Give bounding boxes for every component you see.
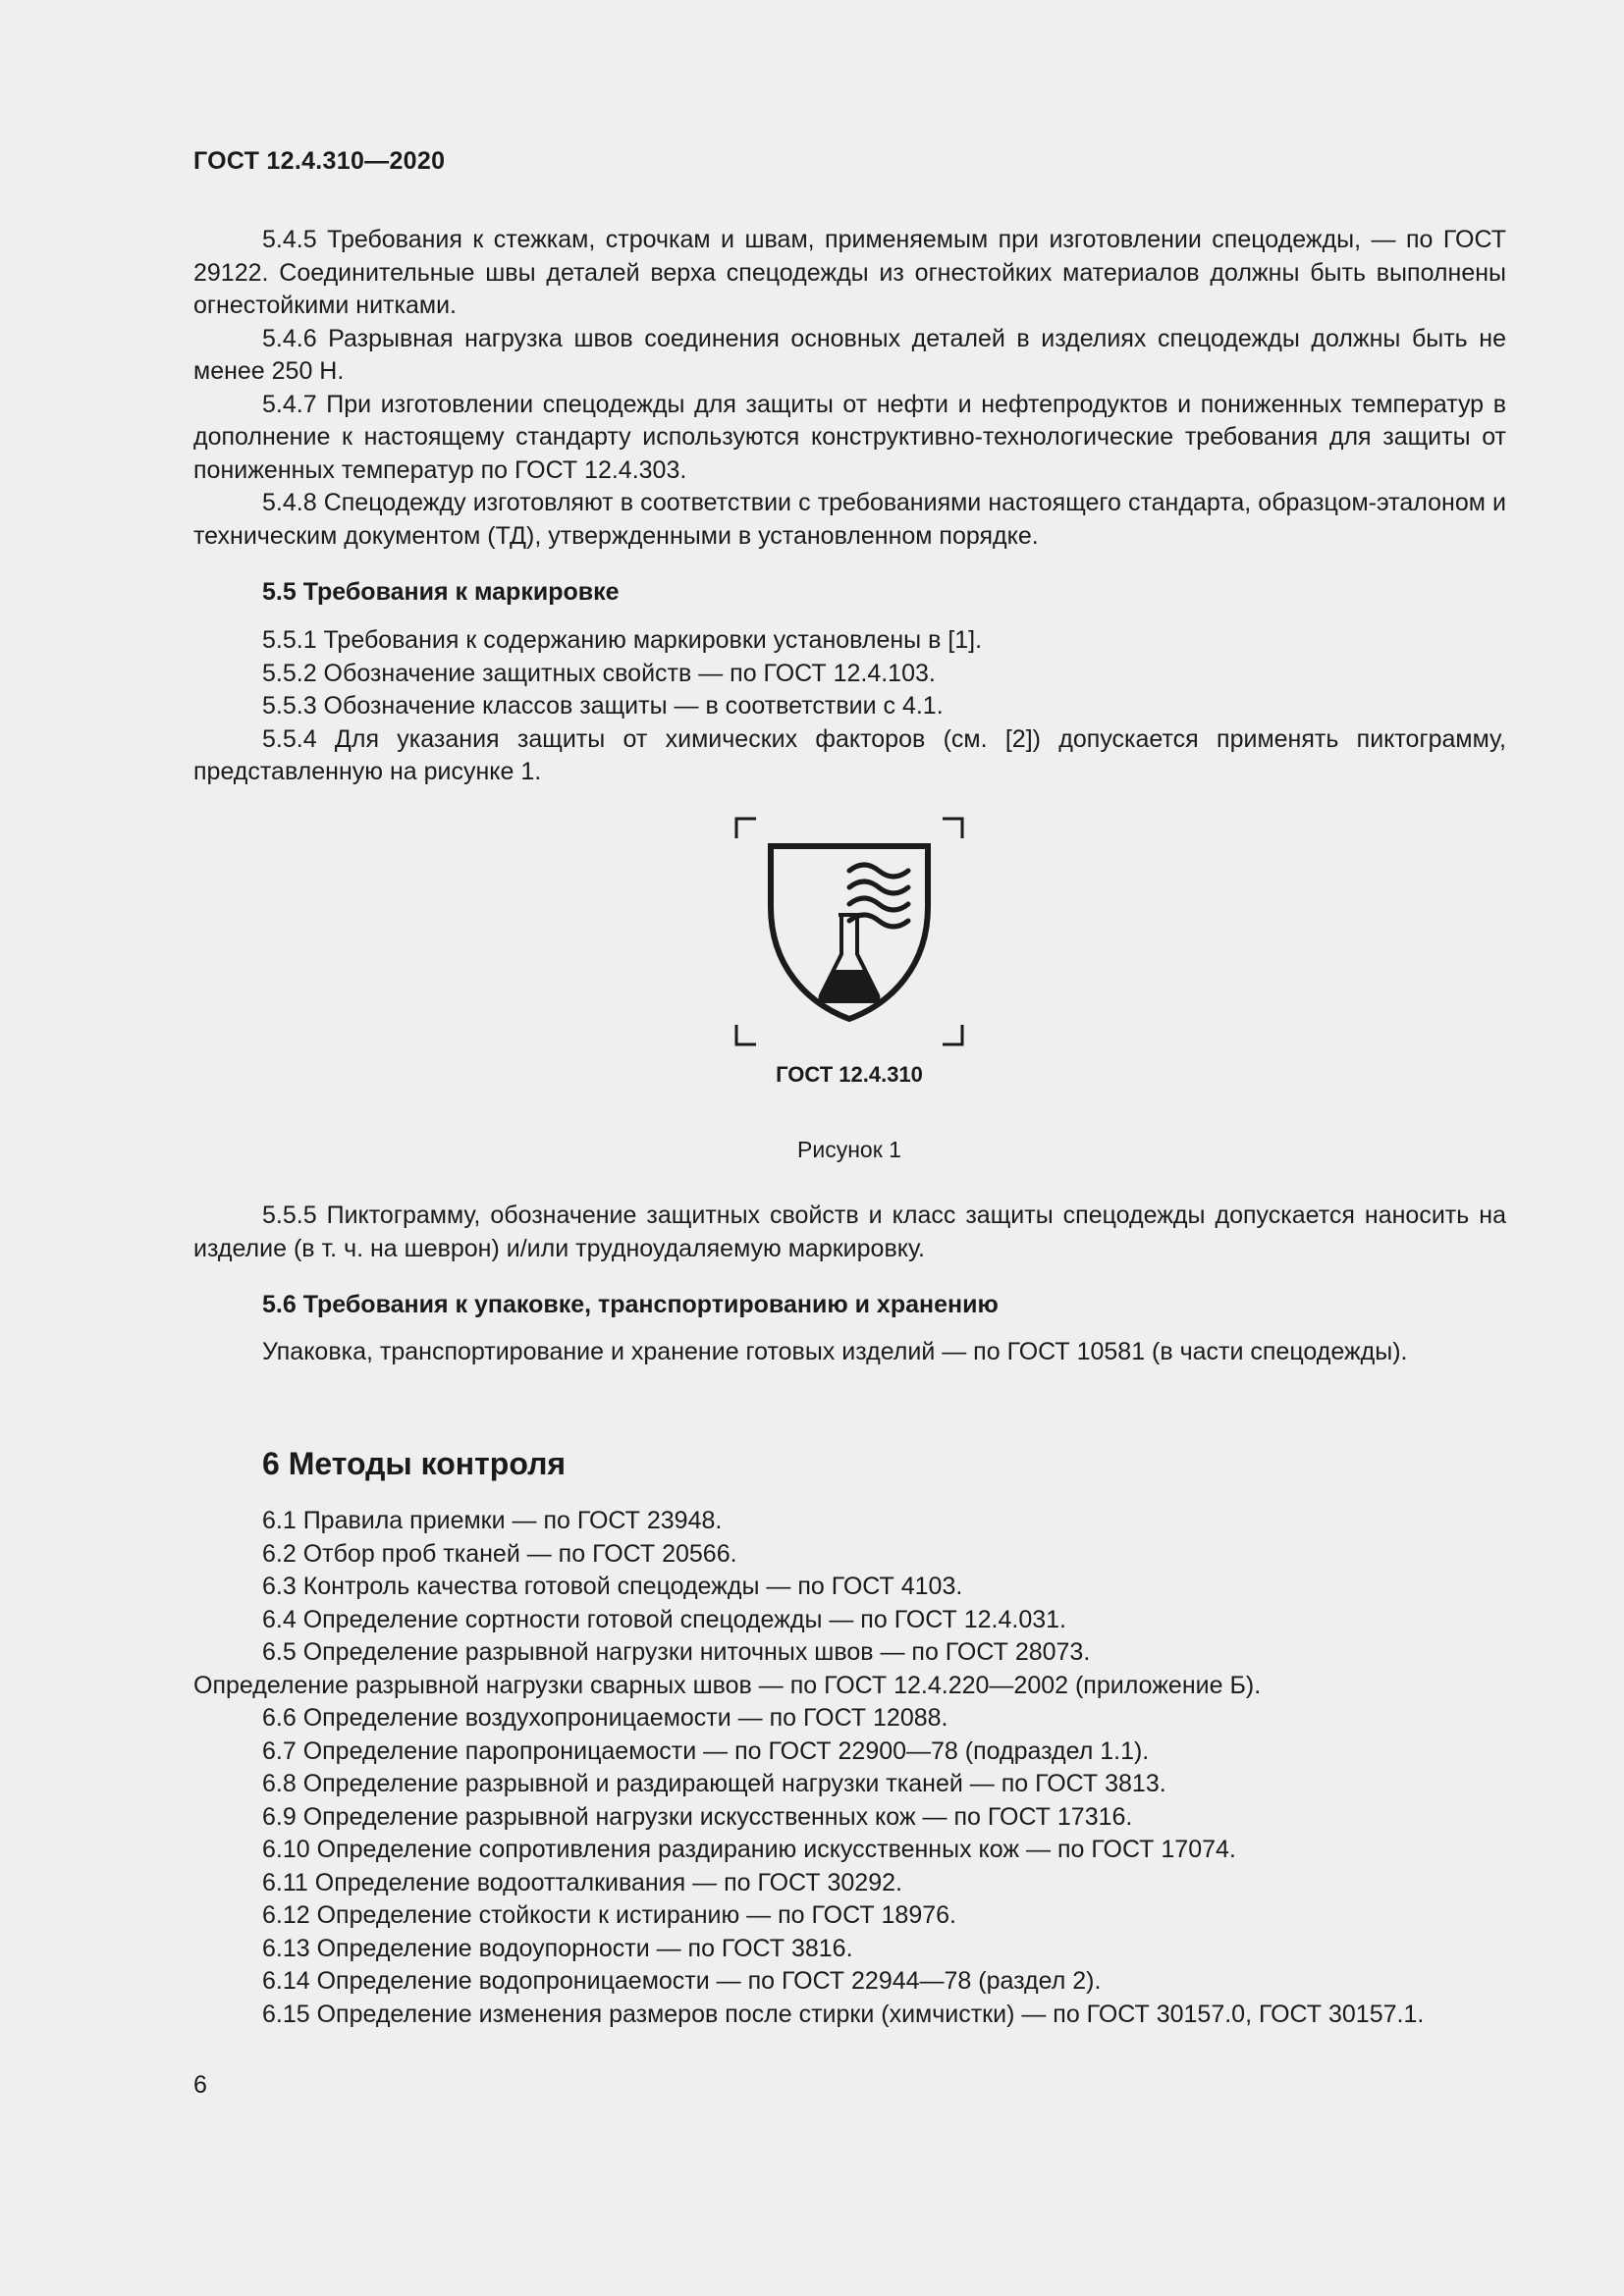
paragraph-5-5-4: 5.5.4 Для указания защиты от химических факторов (см. [2]) допускается применять пиктограмму, представленную на рисунке 1. [193,724,1506,785]
chemical-protection-pictogram [734,817,964,1046]
list-item: 6.1 Правила приемки — по ГОСТ 23948. [262,1507,723,1534]
list-item: 6.5 Определение разрывной нагрузки ниточных швов — по ГОСТ 28073. [262,1638,1091,1666]
section-5-4 [193,224,1506,553]
section-5-6 [193,1289,1506,1322]
paragraph-5-5-2: 5.5.2 Обозначение защитных свойств — по ГОСТ 12.4.103. [262,659,936,687]
paragraph-5-4-7: 5.4.7 При изготовлении спецодежды для защиты от нефти и нефтепродуктов и пониженных температур в дополнение к настоящему стандарту используются конструктивно-технологические требования для защиты от пониженных температур по ГОСТ 12.4.303. [193,390,1506,484]
paragraph-5-5-3: 5.5.3 Обозначение классов защиты — в соответствии с 4.1. [262,692,944,720]
figure-label: ГОСТ 12.4.310 [776,1062,923,1087]
page-number: 6 [193,2071,207,2099]
list-item: 6.3 Контроль качества готовой спецодежды — по ГОСТ 4103. [262,1573,963,1600]
heading-5-5: 5.5 Требования к маркировке [262,578,620,606]
heading-6: 6 Методы контроля [262,1446,567,1481]
section-6 [193,1444,1506,1483]
list-item: 6.7 Определение паропроницаемости — по ГОСТ 22900—78 (подраздел 1.1). [262,1736,1150,1765]
document-header: ГОСТ 12.4.310—2020 [193,147,446,175]
section-5-5-body [193,624,1506,789]
paragraph-5-5-1: 5.5.1 Требования к содержанию маркировки установлены в [1]. [262,626,983,654]
section-5-6-body [193,1336,1506,1369]
section-5-5 [193,576,1506,610]
section-5-5-5 [193,1200,1506,1265]
list-item: 6.14 Определение водопроницаемости — по ГОСТ 22944—78 (раздел 2). [262,1967,1102,1995]
paragraph-5-6: Упаковка, транспортирование и хранение готовых изделий — по ГОСТ 10581 (в части спецодежды). [262,1338,1408,1365]
figure-caption: Рисунок 1 [797,1137,901,1162]
list-item: 6.12 Определение стойкости к истиранию — по ГОСТ 18976. [262,1901,956,1929]
list-item: 6.10 Определение сопротивления раздиранию искусственных кож — по ГОСТ 17074. [262,1836,1236,1863]
list-item: 6.6 Определение воздухопроницаемости — по ГОСТ 12088. [262,1704,948,1732]
heading-5-6: 5.6 Требования к упаковке, транспортированию и хранению [262,1291,999,1318]
list-item: 6.11 Определение водоотталкивания — по ГОСТ 30292. [262,1868,902,1896]
list-item: 6.15 Определение изменения размеров после стирки (химчистки) — по ГОСТ 30157.0, ГОСТ 30157.1. [262,2000,1425,2028]
list-item: 6.9 Определение разрывной нагрузки искусственных кож — по ГОСТ 17316. [262,1802,1133,1831]
paragraph-5-4-5: 5.4.5 Требования к стежкам, строчкам и швам, применяемым при изготовлении спецодежды, — по ГОСТ 29122. Соединительные швы деталей верха спецодежды из огнестойких материалов должны быть выполнены огнестойкими нитками. [193,226,1506,319]
paragraph-5-5-5: 5.5.5 Пиктограмму, обозначение защитных свойств и класс защиты спецодежды допускается наносить на изделие (в т. ч. на шеврон) и/или трудноудаляемую маркировку. [193,1201,1506,1262]
list-item: 6.13 Определение водоупорности — по ГОСТ 3816. [262,1934,853,1962]
list-item: 6.2 Отбор проб тканей — по ГОСТ 20566. [262,1539,737,1568]
list-item: 6.4 Определение сортности готовой спецодежды — по ГОСТ 12.4.031. [262,1605,1066,1633]
list-item: Определение разрывной нагрузки сварных швов — по ГОСТ 12.4.220—2002 (приложение Б). [193,1671,1262,1699]
section-6-list [193,1505,1506,2031]
paragraph-5-4-6: 5.4.6 Разрывная нагрузка швов соединения основных деталей в изделиях спецодежды должны быть не менее 250 Н. [193,324,1506,385]
paragraph-5-4-8: 5.4.8 Спецодежду изготовляют в соответствии с требованиями настоящего стандарта, образцом-эталоном и техническим документом (ТД), утвержденными в установленном порядке. [193,489,1506,550]
list-item: 6.8 Определение разрывной и раздирающей нагрузки тканей — по ГОСТ 3813. [262,1770,1166,1797]
